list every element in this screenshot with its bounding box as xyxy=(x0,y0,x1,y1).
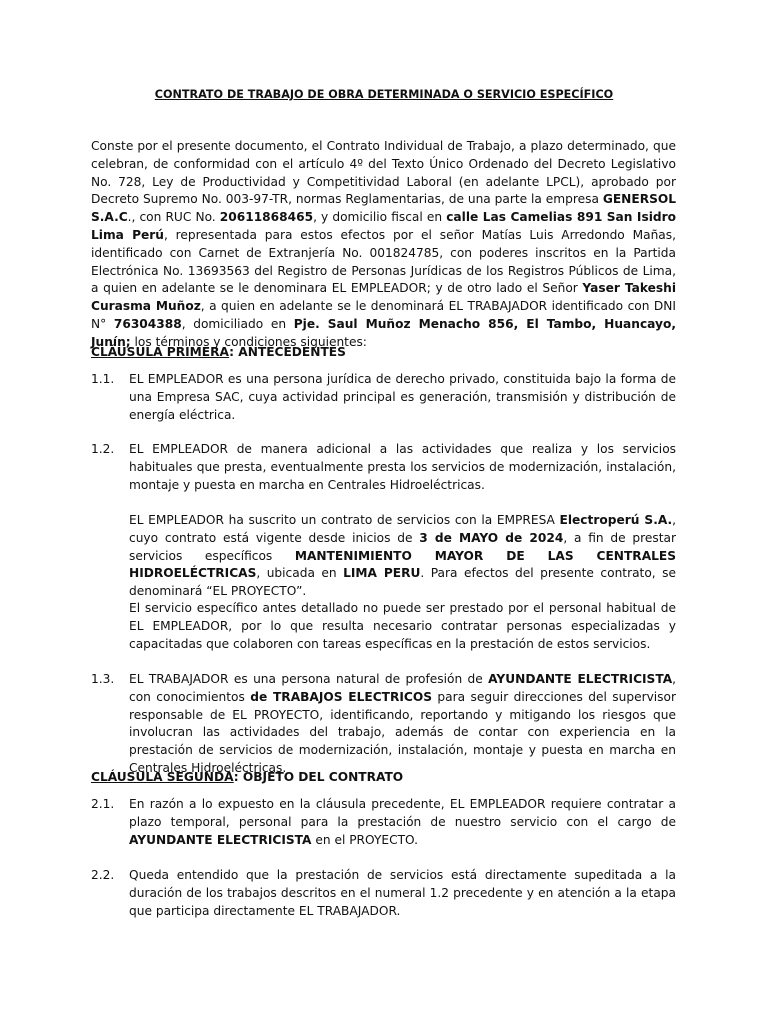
worker-name: Yaser Takeshi Curasma Muñoz xyxy=(91,281,676,314)
item-2-2-text: Queda entendido que la prestación de servicios está directamente supeditada a la duración de los trabajos descritos en el numeral 1.2 precedente y en atención a la etapa que participa directamente EL TRABAJADOR. xyxy=(129,868,676,918)
clausula-primera-heading xyxy=(91,344,346,362)
clausula-title: : ANTECEDENTES xyxy=(229,345,346,359)
item-number: 2.1. xyxy=(91,797,115,811)
intro-text: Conste por el presente documento, el Contrato Individual de Trabajo, a plazo determinado, que celebran, de conformidad con el artículo 4º del Texto Único Ordenado del Decreto Legislativo No. 728, Ley de Productividad y Competitividad Laboral (en adelante LPCL), aprobado por Decreto Supremo No. 003-97-TR, normas Reglamentarias, de una parte la empresa xyxy=(91,139,676,207)
employer-ruc: 20611868465 xyxy=(219,210,314,225)
item-number: 1.3. xyxy=(91,672,115,686)
worker-address: Pje. Saul Muñoz Menacho 856, El Tambo, Huancayo, Junín; xyxy=(91,316,676,349)
clausula-label: CLÁUSULA SEGUNDA xyxy=(91,770,234,784)
intro-text: , a quien en adelante se le denominará EL TRABAJADOR identificado con DNI N° xyxy=(91,299,676,331)
item-1-2-specific-service-paragraph: El servicio específico antes detallado no puede ser prestado por el personal habitual de EL EMPLEADOR, por lo que resulta necesario contratar personas especializadas y capacitadas que colaboren con tareas específicas en la prestación de estos servicios. xyxy=(129,601,676,651)
item-2-1-text: En razón a lo expuesto en la cláusula precedente, EL EMPLEADOR requiere contratar a plazo temporal, personal para la prestación de nuestro servicio con el cargo de AYUNDANTE ELECTRICISTA en el PROYECTO. xyxy=(129,797,676,847)
service-name: MANTENIMIENTO MAYOR DE LAS CENTRALES HIDROELÉCTRICAS xyxy=(129,548,676,581)
item-number: 1.2. xyxy=(91,442,115,456)
employer-name: GENERSOL S.A.C xyxy=(91,192,676,225)
clausula-label: CLÁUSULA PRIMERA xyxy=(91,345,230,359)
worker-dni: 76304388 xyxy=(113,316,182,331)
document-title: CONTRATO DE TRABAJO DE OBRA DETERMINADA O SERVICIO ESPECÍFICO xyxy=(154,88,614,101)
intro-paragraph xyxy=(91,138,676,352)
item-number: 1.1. xyxy=(91,372,115,386)
employer-address: calle Las Camelias 891 San Isidro Lima Perú xyxy=(91,210,676,242)
worker-knowledge: de TRABAJOS ELECTRICOS xyxy=(250,689,432,704)
intro-text: , domiciliado en xyxy=(181,316,294,331)
item-1-3-text: EL TRABAJADOR es una persona natural de profesión de AYUNDANTE ELECTRICISTA, con conocimientos de TRABAJOS ELECTRICOS para seguir direcciones del supervisor responsable de EL PROYECTO, identificando, reportando y mitigando los riesgos que involucran las actividades del trabajo, además de contar con experiencia en la prestación de servicios de modernización, instalación, montaje y puesta en marcha en Centrales Hidroeléctricas. xyxy=(129,672,676,775)
worker-profession: AYUNDANTE ELECTRICISTA xyxy=(488,672,673,686)
service-location: LIMA PERU xyxy=(343,566,421,581)
job-position: AYUNDANTE ELECTRICISTA xyxy=(129,832,312,847)
item-number: 2.2. xyxy=(91,868,115,882)
item-1-1-text: EL EMPLEADOR es una persona jurídica de derecho privado, constituida bajo la forma de una Empresa SAC, cuya actividad principal es generación, transmisión y distribución de energía eléctrica. xyxy=(129,372,676,422)
clausula-segunda-heading xyxy=(91,769,403,787)
contract-start-date: 3 de MAYO de 2024 xyxy=(419,530,564,545)
client-company: Electroperú S.A. xyxy=(559,513,673,527)
intro-text: ., con RUC No. xyxy=(127,210,220,225)
intro-text: los términos y condiciones siguientes: xyxy=(130,334,367,349)
item-1-2-text: EL EMPLEADOR de manera adicional a las actividades que realiza y los servicios habituales que presta, eventualmente presta los servicios de modernización, instalación, montaje y puesta en marcha en Centrales Hidroeléctricas. xyxy=(129,442,676,492)
intro-text: , representada para estos efectos por el señor Matías Luis Arredondo Mañas, identificado con Carnet de Extranjería No. 001824785, con poderes inscritos en la Partida Electrónica No. 13693563 del Registro de Personas Jurídicas de los Registros Públicos de Lima, a quien en adelante se le denominara EL EMPLEADOR; y de otro lado el Señor xyxy=(91,227,676,296)
intro-text: , y domicilio fiscal en xyxy=(313,210,447,225)
clausula-title: : OBJETO DEL CONTRATO xyxy=(233,770,404,784)
item-1-2-contract-paragraph: EL EMPLEADOR ha suscrito un contrato de servicios con la EMPRESA Electroperú S.A., cuyo contrato está vigente desde inicios de 3 de MAYO de 2024, a fin de prestar servicios específicos MANTENIMIENTO MAYOR DE LAS CENTRALES HIDROELÉCTRICAS, ubicada en LIMA PERU. Para efectos del presente contrato, se denominará “EL PROYECTO”. xyxy=(129,513,676,599)
